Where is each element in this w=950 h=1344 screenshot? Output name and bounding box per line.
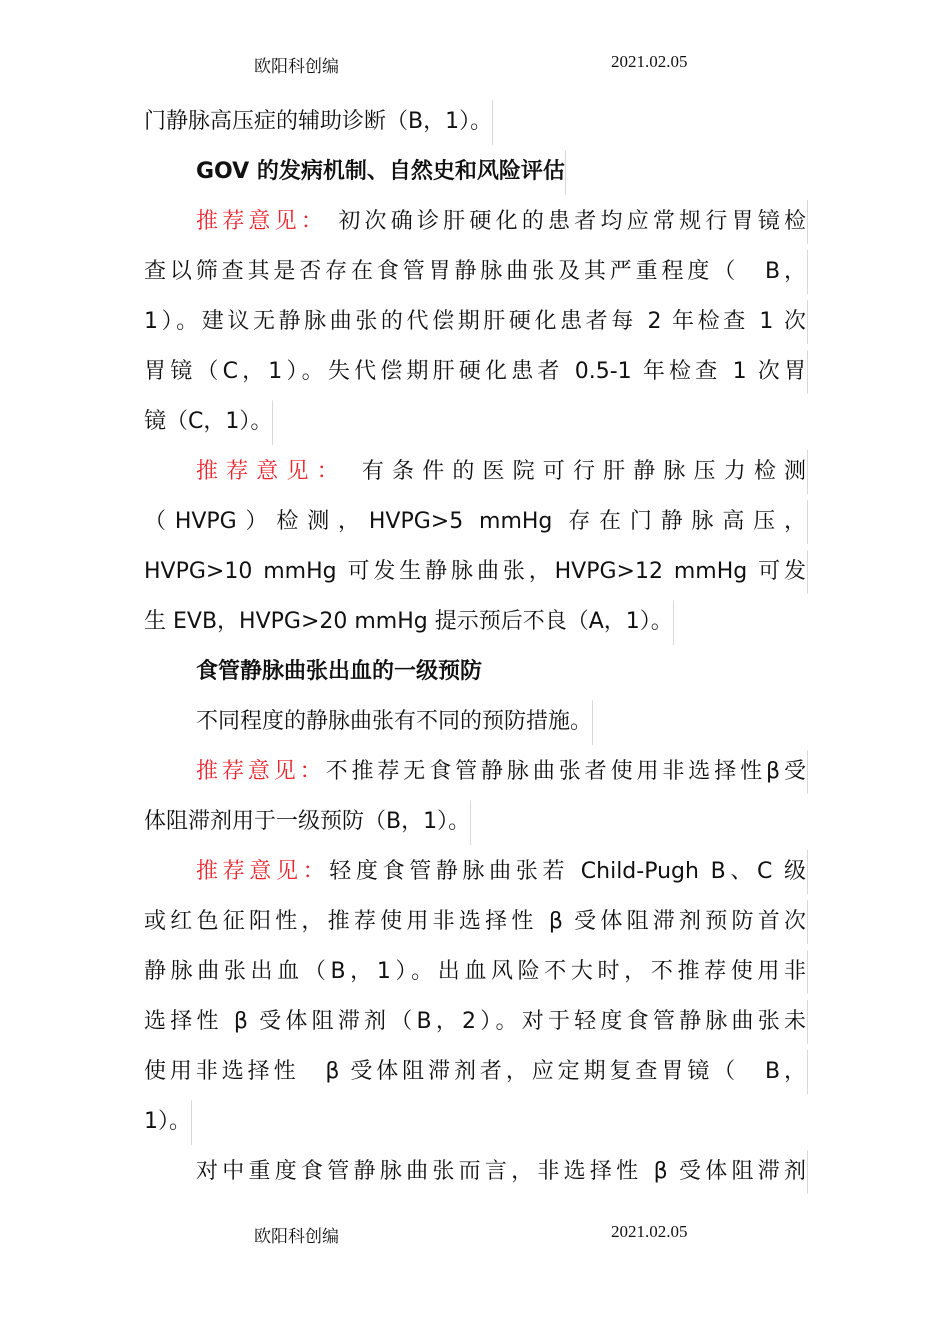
- paragraph-line: （HVPG）检测，HVPG>5 mmHg 存在门静脉高压，: [144, 497, 806, 547]
- paragraph-line: 对中重度食管静脉曲张而言，非选择性 β 受体阻滞剂: [144, 1147, 806, 1197]
- paragraph-line: 或红色征阳性，推荐使用非选择性 β 受体阻滞剂预防首次: [144, 897, 806, 947]
- paragraph-line: 体阻滞剂用于一级预防（B，1）。: [144, 797, 806, 847]
- section-heading: GOV 的发病机制、自然史和风险评估: [144, 147, 806, 197]
- paragraph-line: 胃镜（C，1）。失代偿期肝硬化患者 0.5-1 年检查 1 次胃: [144, 347, 806, 397]
- paragraph-line: 镜（C，1）。: [144, 397, 806, 447]
- paragraph-line: 1）。: [144, 1097, 806, 1147]
- recommendation-line: 推荐意见：不推荐无食管静脉曲张者使用非选择性β受: [144, 747, 806, 797]
- recommendation-label: 推荐意见：: [196, 759, 326, 784]
- paragraph-line: 不同程度的静脉曲张有不同的预防措施。: [144, 697, 806, 747]
- paragraph-line: 使用非选择性 β 受体阻滞剂者，应定期复查胃镜（ B，: [144, 1047, 806, 1097]
- header-author: 欧阳科创编: [254, 57, 339, 76]
- document-body: [144, 97, 806, 1197]
- paragraph-line: HVPG>10 mmHg 可发生静脉曲张，HVPG>12 mmHg 可发: [144, 547, 806, 597]
- recommendation-label: 推荐意见：: [196, 859, 330, 884]
- recommendation-label: 推荐意见：: [196, 459, 347, 484]
- footer-date: 2021.02.05: [611, 1222, 688, 1241]
- page-header: [0, 52, 950, 82]
- paragraph-line: 选择性 β 受体阻滞剂（B，2）。对于轻度食管静脉曲张未: [144, 997, 806, 1047]
- section-heading: 食管静脉曲张出血的一级预防: [196, 659, 483, 684]
- footer-author: 欧阳科创编: [254, 1227, 339, 1246]
- paragraph-line: 静脉曲张出血（B，1）。出血风险不大时，不推荐使用非: [144, 947, 806, 997]
- paragraph-line: 门静脉高压症的辅助诊断（B，1）。: [144, 97, 806, 147]
- paragraph-line: 1）。建议无静脉曲张的代偿期肝硬化患者每 2 年检查 1 次: [144, 297, 806, 347]
- header-date: 2021.02.05: [611, 52, 688, 71]
- paragraph-line: 查以筛查其是否存在食管胃静脉曲张及其严重程度（ B，: [144, 247, 806, 297]
- page-footer: [0, 1222, 950, 1252]
- recommendation-line: 推荐意见： 初次确诊肝硬化的患者均应常规行胃镜检: [144, 197, 806, 247]
- recommendation-label: 推荐意见：: [196, 209, 328, 234]
- recommendation-line: 推荐意见：轻度食管静脉曲张若 Child-Pugh B、C 级: [144, 847, 806, 897]
- paragraph-line: 生 EVB，HVPG>20 mmHg 提示预后不良（A，1）。: [144, 597, 806, 647]
- recommendation-line: 推荐意见： 有条件的医院可行肝静脉压力检测: [144, 447, 806, 497]
